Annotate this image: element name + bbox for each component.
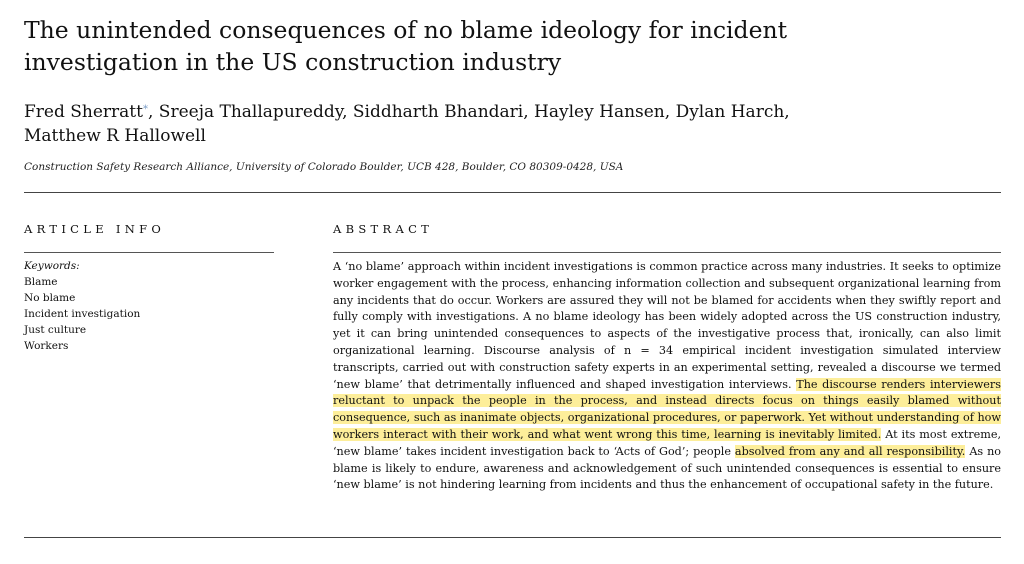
abstract-text-segment: At its most extreme, ‘new blame’ takes incident investigation back to ‘Acts of God’; people <box>333 427 1002 458</box>
article-info-heading: ARTICLE INFO <box>24 222 166 236</box>
highlighted-passage: The discourse renders interviewers reluctant to unpack the people in the process, and instead directs focus on things easily blamed without consequence, such as inanimate objects, organizational procedures, or paperwork. Yet without understanding of how workers interact with their work, and what went wrong this time, learning is inevitably limited. <box>333 377 1002 441</box>
corresponding-author-mark[interactable]: * <box>142 104 148 115</box>
abstract-text-segment: A ‘no blame’ approach within incident investigations is common practice across many industries. It seeks to optimize worker engagement with the process, enhancing information collection and subsequent organizational learning from any incidents that do occur. Workers are assured they will not be blamed for accidents when they swiftly report and fully comply with investigations. A no blame ideology has been widely adopted across the US construction industry, yet it can bring unintended consequences to aspects of the investigative process that, ironically, can also limit organizational learning. Discourse analysis of n = 34 empirical incident investigation simulated interview transcripts, carried out with construction safety experts in an experimental setting, revealed a discourse we termed ‘new blame’ that detrimentally influenced and shaped investigation interviews. <box>333 260 1001 391</box>
author-name[interactable]: Dylan Harch <box>675 102 785 122</box>
header-divider <box>24 192 1001 193</box>
abstract-divider <box>333 252 1001 253</box>
footer-divider <box>24 537 1001 538</box>
article-title: The unintended consequences of no blame ideology for incident investigation in the US construction industry <box>24 16 788 76</box>
highlighted-passage: absolved from any and all responsibility. <box>734 444 966 458</box>
keywords-block <box>24 258 274 354</box>
author-name[interactable]: Sreeja Thallapureddy <box>158 102 343 122</box>
author-list: Fred Sherratt*, Sreeja Thallapureddy, Siddharth Bhandari, Hayley Hansen, Dylan Harch, Matthew R Hallowell <box>24 102 790 146</box>
abstract-text <box>333 259 1001 494</box>
affiliation: Construction Safety Research Alliance, University of Colorado Boulder, UCB 428, Boulder, CO 80309-0428, USA <box>24 161 624 173</box>
keyword: Just culture <box>24 324 87 336</box>
author-name[interactable]: Siddharth Bhandari <box>352 102 524 122</box>
keywords-label: Keywords: <box>24 260 80 272</box>
author-name[interactable]: Hayley Hansen <box>534 102 665 122</box>
abstract-text-segment: As no blame is likely to endure, awareness and acknowledgement of such unintended consequences is essential to ensure ‘new blame’ is not hindering learning from incidents and thus the enhancement of occupational safety in the future. <box>333 444 1002 492</box>
abstract-heading: ABSTRACT <box>333 222 434 236</box>
keyword: Blame <box>24 276 58 288</box>
author-name[interactable]: Matthew R Hallowell <box>24 126 206 146</box>
keyword: Incident investigation <box>24 308 141 320</box>
keyword: No blame <box>24 292 76 304</box>
author-name[interactable]: Fred Sherratt <box>24 102 143 122</box>
keyword: Workers <box>24 340 69 352</box>
article-info-divider <box>24 252 274 253</box>
